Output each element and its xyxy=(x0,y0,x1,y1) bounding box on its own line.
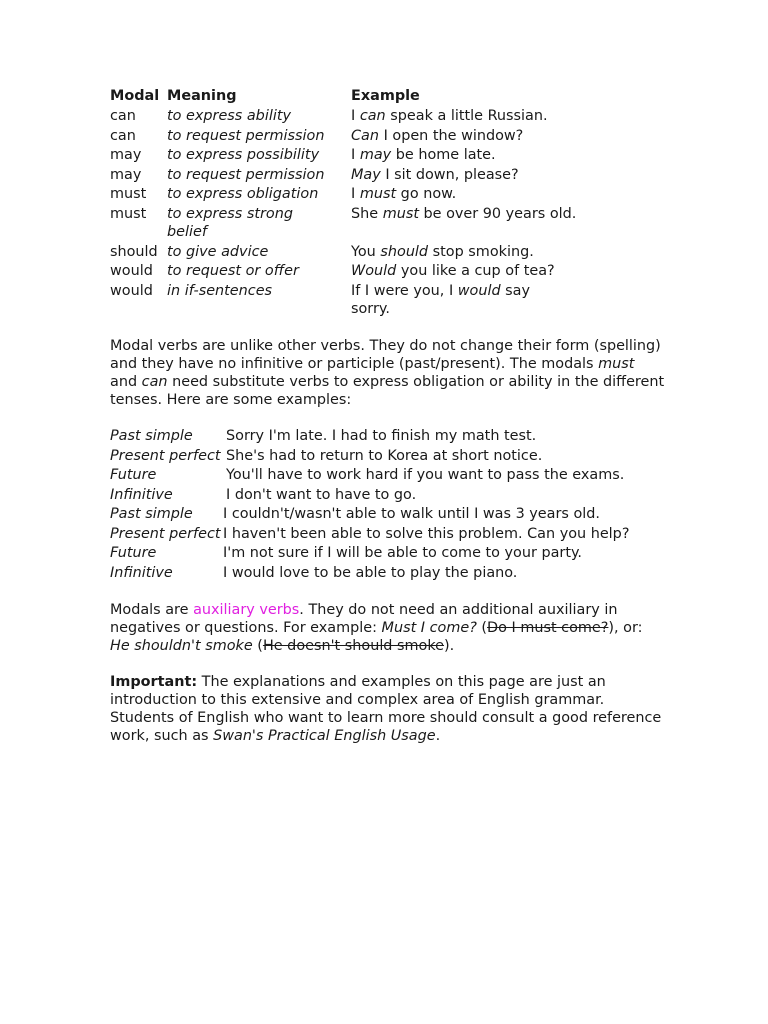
tense-cell: Past simple xyxy=(110,506,193,523)
table-row xyxy=(110,107,606,127)
table-row xyxy=(110,243,606,263)
paragraph-auxiliary: Modals are auxiliary verbs. They do not need an additional auxiliary in negatives or questions. For example: Must I come? (Do I must come?), or: He shouldn't smoke (He doesn't should smoke). xyxy=(110,602,643,655)
modal-cell: must xyxy=(110,186,147,203)
meaning-cell: to express ability xyxy=(167,108,291,124)
table-row xyxy=(110,127,606,147)
example-cell: I must go now. xyxy=(351,186,457,203)
tense-cell: Future xyxy=(110,467,157,484)
modal-cell: should xyxy=(110,243,158,260)
meaning-cell: to give advice xyxy=(167,243,269,260)
table-row xyxy=(110,447,656,467)
header-example: Example xyxy=(351,88,420,104)
paragraph-important: Important: The explanations and examples on this page are just an introduction to this extensive and complex area of English grammar. Students of English who want to learn more should consult a good reference work, such as Swan's Practical English Usage. xyxy=(110,674,662,745)
table-row xyxy=(110,564,656,584)
table-row xyxy=(110,544,656,564)
table-row xyxy=(110,282,606,320)
meaning-cell: to request or offer xyxy=(167,263,299,280)
tense-example-cell: She's had to return to Korea at short notice. xyxy=(226,447,543,464)
example-cell: Can I open the window? xyxy=(351,127,524,144)
tense-example-cell: I would love to be able to play the piano. xyxy=(223,564,518,581)
table-row xyxy=(110,486,656,506)
incorrect-example: Do I must come? xyxy=(487,620,609,637)
table-row xyxy=(110,505,656,525)
table-row xyxy=(110,427,656,447)
document-page xyxy=(110,87,670,745)
example-cell: Would you like a cup of tea? xyxy=(351,263,555,280)
meaning-cell: to express strong belief xyxy=(167,205,293,240)
tense-cell: Infinitive xyxy=(110,564,173,581)
auxiliary-verbs-link[interactable]: auxiliary verbs xyxy=(193,602,300,619)
modal-table-header xyxy=(110,87,606,107)
table-row xyxy=(110,185,606,205)
table-row xyxy=(110,166,606,186)
tense-cell: Past simple xyxy=(110,428,193,445)
tense-example-cell: Sorry I'm late. I had to finish my math test. xyxy=(226,428,537,445)
table-row xyxy=(110,205,606,243)
meaning-cell: to request permission xyxy=(167,166,325,183)
modal-cell: must xyxy=(110,205,147,222)
meaning-cell: to request permission xyxy=(167,127,325,144)
meaning-cell: to express possibility xyxy=(167,147,320,164)
table-row xyxy=(110,262,606,282)
meaning-cell: in if-sentences xyxy=(167,282,273,299)
tense-example-cell: I haven't been able to solve this problem. Can you help? xyxy=(223,525,630,542)
tense-table xyxy=(110,427,656,583)
modal-table xyxy=(110,87,606,319)
modal-cell: may xyxy=(110,147,142,164)
example-cell: She must be over 90 years old. xyxy=(351,205,577,222)
tense-cell: Present perfect xyxy=(110,525,221,542)
book-title: Swan's Practical English Usage xyxy=(213,728,436,745)
modal-cell: can xyxy=(110,127,136,144)
important-label: Important: xyxy=(110,674,198,691)
incorrect-example: He doesn't should smoke xyxy=(262,638,445,655)
example-cell: You should stop smoking. xyxy=(351,243,534,260)
table-row xyxy=(110,525,656,545)
modal-cell: may xyxy=(110,166,142,183)
header-meaning: Meaning xyxy=(167,88,237,104)
example-cell: I may be home late. xyxy=(351,147,496,164)
meaning-cell: to express obligation xyxy=(167,186,319,203)
example-cell: I can speak a little Russian. xyxy=(351,108,548,124)
example-cell: May I sit down, please? xyxy=(351,166,519,183)
paragraph-modal-verbs: Modal verbs are unlike other verbs. They do not change their form (spelling) and they have no infinitive or participle (past/present). The modals must and can need substitute verbs to express obligation or ability in the different tenses. Here are some examples: xyxy=(110,338,665,409)
modal-cell: can xyxy=(110,108,136,124)
tense-example-cell: You'll have to work hard if you want to pass the exams. xyxy=(226,467,625,484)
tense-cell: Future xyxy=(110,545,157,562)
modal-cell: would xyxy=(110,282,153,299)
tense-example-cell: I couldn't/wasn't able to walk until I was 3 years old. xyxy=(223,506,600,523)
header-modal: Modal xyxy=(110,88,160,104)
example-cell: If I were you, I would say sorry. xyxy=(351,282,531,317)
tense-example-cell: I'm not sure if I will be able to come to your party. xyxy=(223,545,583,562)
table-row xyxy=(110,466,656,486)
tense-cell: Present perfect xyxy=(110,447,221,464)
tense-cell: Infinitive xyxy=(110,486,173,503)
modal-cell: would xyxy=(110,263,153,280)
tense-example-cell: I don't want to have to go. xyxy=(226,486,417,503)
table-row xyxy=(110,146,606,166)
